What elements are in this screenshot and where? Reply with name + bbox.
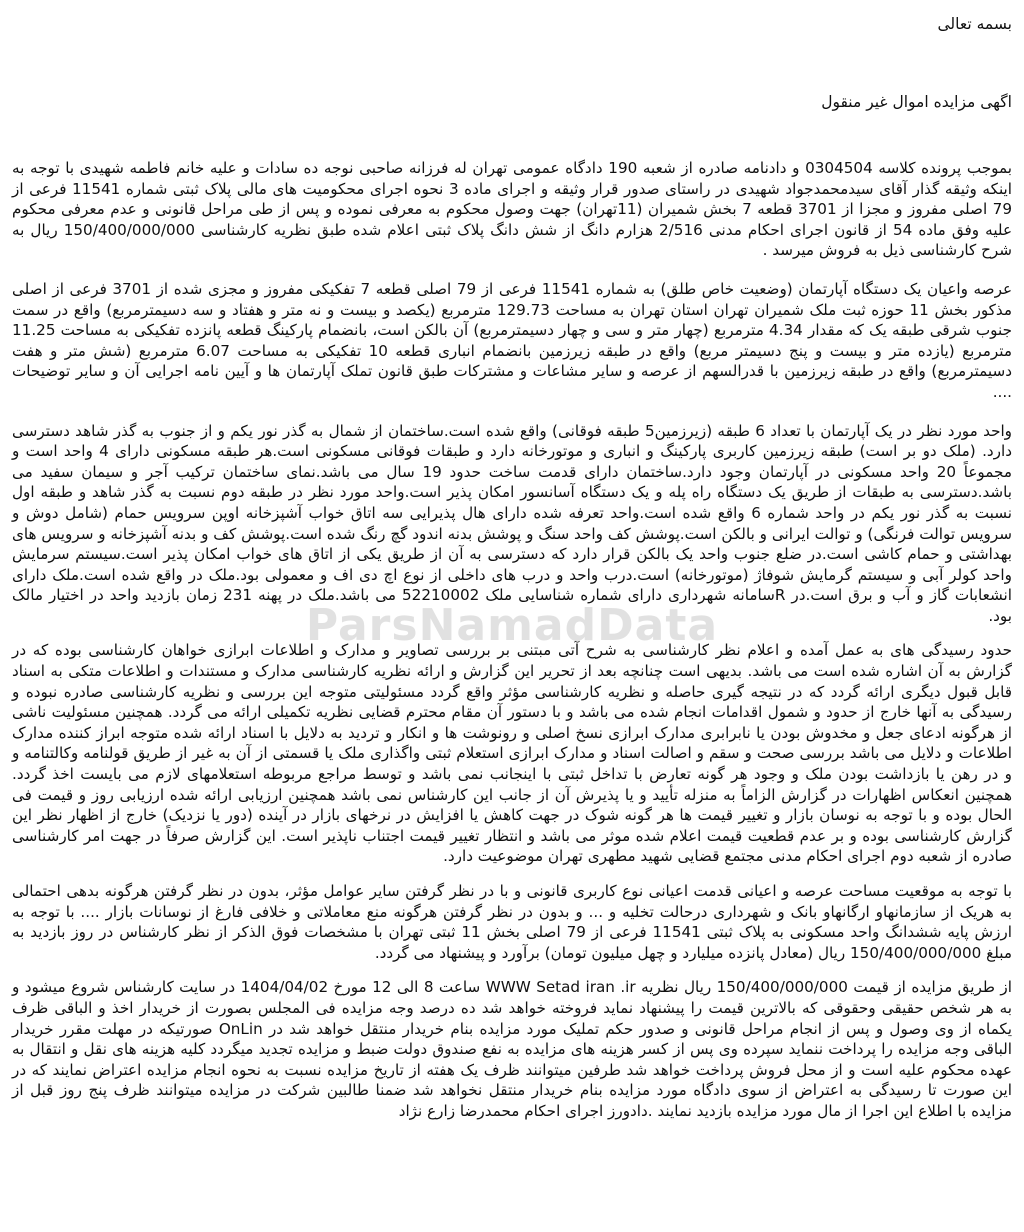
watermark: ParsNamadData xyxy=(305,600,719,651)
document-title: اگهی مزایده اموال غیر منقول xyxy=(821,93,1012,111)
paragraph-property-description: عرصه واعیان یک دستگاه آپارتمان (وضعیت خاص طلق) به شماره 11541 فرعی از 79 اصلی قطعه 7 تفکیکی مفروز و مجزی شده از 3701 فرعی از اصلی مذکور بخش 11 حوزه ثبت ملک شمیران تهران استان تهران به مساحت 129.73 مترمربع (یکصد و بیست و نه متر و هفتاد و سه دسیمترمربع) واقع در سمت جنوب شرقی طبقه یک که مقدار 4.34 مترمربع (چهار متر و سی و چهار دسیمترمربع) آن بالکن است، بانضمام پارکینگ قطعه پانزده تفکیکی به مساحت 11.25 مترمربع (یازده متر و بیست و پنج دسیمتر مربع) واقع در طبقه زیرزمین بانضمام انباری قطعه 10 تفکیکی به مساحت 6.07 مترمربع (شش متر و هفت دسیمترمربع) واقع در طبقه زیرزمین با قدرالسهم از عرصه و سایر مشاعات و مشترکات طبق قانون تملک آپارتمان ها و آیین نامه اجرایی آن و سایر توضیحات .... xyxy=(12,279,1013,401)
paragraph-expert-disclaimer: حدود رسیدگی های به عمل آمده و اعلام نظر کارشناسی به شرح آتی مبتنی بر بررسی تصاویر و مدارک و اطلاعات ابرازی خواهان کارشناسی بوده که در گزارش به آن اشاره شده است می باشد. بدیهی است چنانچه بعد از تحریر این گزارش و ارائه نظریه کارشناسی مدارک و مستندات و اطلاعات متکی به اسناد قابل قبول دیگری ارائه گردد که در نتیجه گیری حاصله و نظریه کارشناسی مؤثر واقع گردد مسئولیتی متوجه این بررسی و نظریه کارشناسی صادره نبوده و رسیدگی به آنها خارج از حدود و شمول اقدامات انجام شده می باشد و با دستور آن مقام محترم قضایی نظریه تکمیلی ارائه می گردد. همچنین مسئولیت ناشی از هرگونه ادعای جعل و مخدوش بودن یا نابرابری مدارک ابرازی نسخ اصلی و رونوشت ها و انکار و تردید به دلایل با اسناد ارائه شده متوجه ابراز کننده مدارک اطلاعات و دلایل می باشد بررسی صحت و سقم و اصالت اسناد و مدارک ابرازی استعلام ثبتی واگذاری ملک یا قسمتی از آن به غیر از طریق قولنامه وکالتنامه و و در رهن یا بازداشت بودن ملک و وجود هر گونه تعارض با تداخل ثبتی با اینجانب نمی باشد و توسط مراجع مربوطه استعلامهای لازم می بایست اخذ گردد. همچنین انعکاس اظهارات در گزارش الزاماً به منزله تأیید و یا پذیرش آن از جانب این کارشناس نمی باشد همچنین ارزیابی ارائه شده ارزیابی روز و قیمت فی الحال بوده و با توجه به نوسان بازار و تغییر قیمت ها هر گونه شوک در جهت کاهش یا افزایش در نرخهای بازار در آینده (دور یا نزدیک) خارج از اظهار نظر این گزارش کارشناسی بوده و بر عدم قطعیت قیمت اعلام شده موثر می باشد و انتظار تغییر قیمت اجتناب ناپذیر است. این گزارش صرفاً در جهت امر کارشناسی صادره از شعبه دوم اجرای احکام مدنی مجتمع قضایی شهید مطهری تهران موضوعیت دارد. xyxy=(12,641,1012,866)
paragraph-auction-terms: از طریق مزایده از قیمت 150/400/000/000 ریال نظریه WWW Setad iran .ir ساعت 8 الی 12 مورخ 1404/04/02 در سایت کارشناس شروع میشود و به هر شخص حقیقی وحقوقی که بالاترین قیمت را پیشنهاد نماید فروخته خواهد شد ده درصد وجه مزایده فی المجلس بصورت از خریدار اخذ و الباقی ظرف یکماه از وی وصول و پس از انجام مراحل قانونی و صدور حکم تملیک مورد مزایده بنام خریدار منتقل خواهد شد در OnLin صورتیکه در مهلت مقرر خریدار الباقی وجه مزایده را پرداخت ننماید سپرده وی پس از کسر هزینه های مزایده به نفع صندوق دولت ضبط و مزایده تجدید میگردد کلیه هزینه های نقل و انتقال به عهده محکوم علیه است و از محل فروش پرداخت خواهد شد طرفین میتوانند ظرف یک هفته از تاریخ مزایده نسبت به نحوه انجام مزایده اعتراض نمایند که در این صورت تا رسیدگی به اعتراض از سوی دادگاه مورد مزایده بنام خریدار منتقل نخواهد شد ضمنا طالبین شرکت در مزایده میتوانند ظرف پنج روز قبل از مزایده با اطلاع این اجرا از مال مورد مزایده بازدید نمایند .دادورز اجرای احکام محمدرضا زارع نژاد xyxy=(12,978,1012,1120)
document-body xyxy=(6,14,1018,1122)
paragraph-case-intro: بموجب پرونده کلاسه 0304504 و دادنامه صادره از شعبه 190 دادگاه عمومی تهران له فرزانه صاحبی نوجه ده سادات و علیه خانم فاطمه شهیدی با توجه به اینکه وثیقه گذار آقای سیدمحمدجواد شهیدی در راستای صدور قرار وثیقه و اجرای ماده 3 نحوه اجرای محکومیت های مالی پلاک ثبتی شماره 11541 فرعی از 79 اصلی مفروز و مجزا از 3701 قطعه 7 بخش شمیران (11تهران) جهت وصول محکوم به معرفی نموده و پس از طی مراحل قانونی و عدم معرفی محکوم علیه وفق ماده 54 از قانون اجرای احکام مدنی 2/516 هزارم دانگ از شش دانگ پلاک ثبتی اعلام شده طبق نظریه کارشناسی 150/400/000/000 ریال به شرح کارشناسی ذیل به فروش میرسد . xyxy=(12,159,1013,260)
paragraph-valuation: با توجه به موقعیت مساحت عرصه و اعیانی قدمت اعیانی نوع کاربری قانونی و با در نظر گرفتن سایر عوامل مؤثر، بدون در نظر گرفتن هرگونه بدهی احتمالی به هریک از سازمانهاو ارگانهاو بانک و شهرداری درحالت تخلیه و ... و بدون در نظر گرفتن هرگونه منع معاملاتی و خلافی فارغ از نوسانات بازار .... با توجه به ارزش پایه ششدانگ واحد مسکونی به پلاک ثبتی 11541 فرعی از 79 اصلی بخش 11 ثبتی تهران با مشخصات فوق الذکر از نظر کارشناس در روز بازدید به مبلغ 150/400/000/000 ریال (معادل پانزده میلیارد و چهل میلیون تومان) برآورد و پیشنهاد می گردد. xyxy=(12,882,1012,962)
salutation: بسمه تعالی xyxy=(937,15,1012,33)
paragraph-building-details: واحد مورد نظر در یک آپارتمان با تعداد 6 طبقه (زیرزمین5 طبقه فوقانی) واقع شده است.ساختمان از شمال به گذر نور یکم و از جنوب به گذر شاهد دسترسی دارد. (ملک دو بر است) طبقه زیرزمین کاربری پارکینگ و انباری و موتورخانه دارد و طبقات فوقانی مسکونی است.هر طبقه مسکونی دارای 4 واحد است و مجموعاً 20 واحد مسکونی در آپارتمان وجود دارد.ساختمان دارای قدمت ساخت حدود 19 سال می باشد.نمای ساختمان ترکیب آجر و سیمان سفید می باشد.دسترسی به طبقات از طریق یک دستگاه راه پله و یک دستگاه آسانسور امکان پذیر است.واحد مورد نظر در طبقه دوم نسبت به گذر شاهد و طبقه اول نسبت به گذر نور یکم در واحد شماره 6 واقع شده است.واحد تعرفه شده دارای هال پذیرایی سه اتاق خواب آشپزخانه اوپن سرویس حمام (شامل دوش و سرویس توالت فرنگی) و توالت ایرانی و بالکن است.پوشش کف واحد سنگ و پوشش بدنه اندود گچ رنگ شده است.پوشش کف و بدنه آشپزخانه و سرویس های بهداشتی و حمام کاشی است.در ضلع جنوب واحد یک بالکن قرار دارد که دسترسی به آن از طریق یکی از اتاق های خواب امکان پذیر است.سیستم سرمایش واحد کولر آبی و سیستم گرمایش شوفاژ (موتورخانه) است.درب واحد و درب های داخلی از نوع اچ دی اف و معمولی بود.ملک در واقع شده است.ملک دارای انشعابات گاز و آب و برق است.در Rسامانه شهرداری دارای شماره شناسایی ملک 52210002 می باشد.ملک در پهنه 231 زمان بازدید واحد در اختیار مالک بود. xyxy=(12,421,1013,625)
